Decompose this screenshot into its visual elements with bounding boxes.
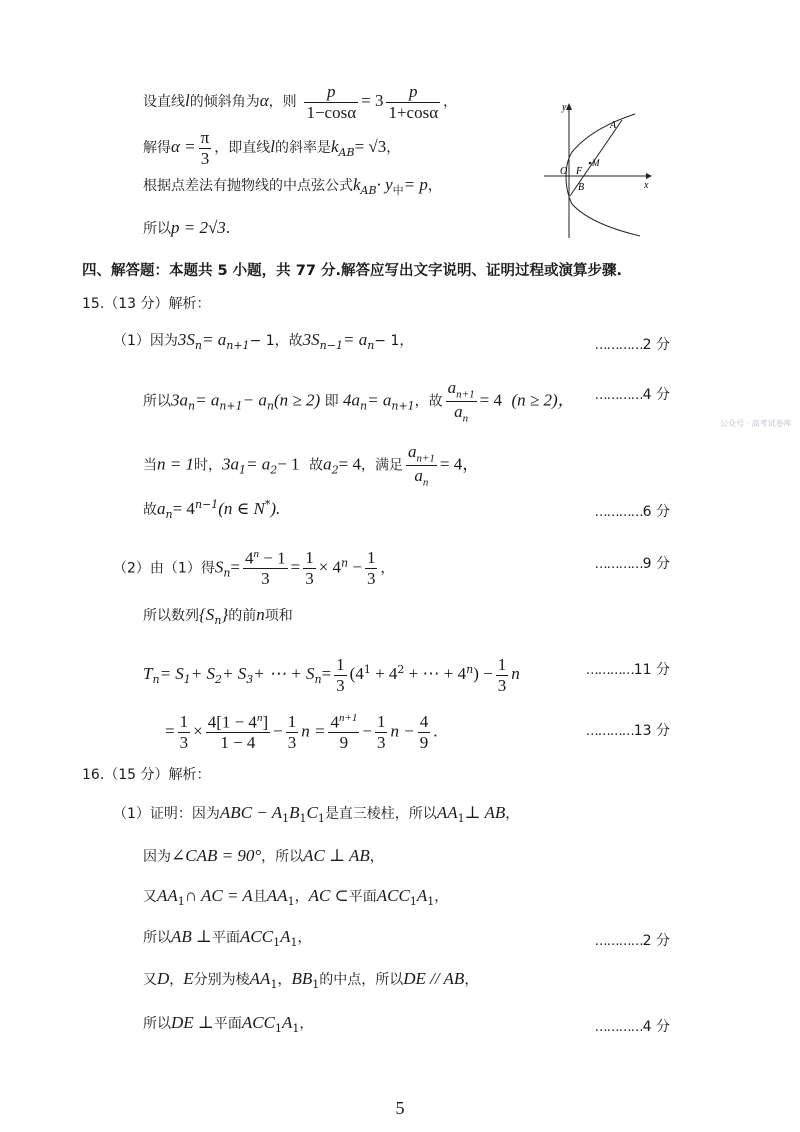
line-top-4: 所以p = 2√3. (143, 218, 231, 237)
q15-line-6: 所以数列$\{S_n\}$的前n项和 (143, 605, 293, 627)
score-marker: …………9 分 (594, 556, 670, 572)
q16-line-5: 又D，E分别为棱$AA_1$，$BB_1$的中点，所以DE // AB， (143, 969, 479, 991)
fraction: $\frac{1}{3}$ (336, 655, 345, 695)
fraction: $\frac{1}{3}$ (497, 655, 507, 695)
fraction: $\frac{1}{3}$ (179, 712, 189, 752)
line-top-2: 解得α = $\frac{\pi}{3}$ ，即直线l的斜率是$k_{AB}= √3$， (143, 128, 401, 168)
q15-line-2: 所以$3a_n= a_{n+1}- a_n(n \ge 2)$ 即 $4a_n= a_{n+1}$，故 $\frac{a_{n+1}}{a_n}$ = 4 (n ≥ 2)， (143, 378, 575, 425)
fraction: $\frac{1}{3}$ (366, 548, 376, 588)
fraction: $\frac{a_{n+1}}{a_n}$ (447, 378, 475, 425)
score-marker: …………4 分 (594, 1019, 670, 1035)
q15-line-1: （1）因为$3S_n= a_{n+1}- 1$，故$3S_{n-1}= a_n- 1$， (113, 330, 414, 352)
point-label-b: B (578, 182, 585, 193)
point-label-a: A (610, 120, 617, 131)
fraction: $\frac{4^n - 1}{3}$ (245, 548, 286, 589)
fraction: $\frac{4^{n+1}}{9}$ (330, 712, 358, 753)
q16-line-4: 所以AB ⊥平面$ACC_1A_1$， (143, 927, 312, 949)
point-label-f: F (576, 166, 583, 177)
q15-line-5: （2）由（1）得$S_n=$ $\frac{4^n - 1}{3}$ = $\frac{1}{3}$ × $4^n$ − $\frac{1}{3}$ ， (113, 548, 395, 589)
fraction: $\frac{p}{1+\cos\alpha}$ (388, 82, 439, 122)
q16-line-3: 又$AA_1\cap$ AC = A且$AA_1$，AC ⊂平面$ACC_1A_1$， (143, 886, 449, 908)
axis-label-y: y (562, 102, 567, 113)
axis-label-x: x (644, 180, 649, 191)
fraction: $\frac{p}{1-\cos\alpha}$ (306, 82, 357, 122)
score-marker: …………2 分 (594, 337, 670, 353)
section-heading: 四、解答题：本题共 5 小题，共 77 分.解答应写出文字说明、证明过程或演算步骤. (82, 263, 622, 279)
q16-line-2: 因为∠CAB = 90°，所以AC ⊥ AB， (143, 846, 384, 865)
q15-line-8: = $\frac{1}{3}$ × $\frac{4[1 - 4^n]}{1 - 4}$ − $\frac{1}{3}$ n = $\frac{4^{n+1}}{9}$ − $\frac{1}{3}$ n − $\frac{4}{9}$ . (165, 712, 438, 753)
fraction: $\frac{1}{3}$ (305, 548, 314, 588)
score-marker: …………2 分 (594, 933, 670, 949)
score-marker: …………6 分 (594, 504, 670, 520)
fraction: $\frac{1}{3}$ (376, 712, 386, 752)
fraction: $\frac{4[1 - 4^n]}{1 - 4}$ (207, 712, 269, 753)
point-label-m: M (592, 158, 600, 168)
fraction: $\frac{a_{n+1}}{a_n}$ (407, 442, 435, 489)
q15-line-3: 当n = 1时，$3a_1= a_2- 1$ 故$a_2= 4$，满足 $\frac{a_{n+1}}{a_n}$ = 4， (143, 442, 480, 489)
q16-line-6: 所以DE ⊥平面$ACC_1A_1$， (143, 1013, 314, 1035)
watermark: 公众号 · 高考试卷库 (720, 419, 792, 428)
point-label-o: O (560, 166, 568, 177)
score-marker: …………13 分 (585, 723, 670, 739)
parabola-figure (540, 100, 655, 240)
problem-16-header: 16.（15 分）解析： (82, 767, 211, 783)
line-top-1: 设直线l的倾斜角为α，则 $\frac{p}{1-\cos\alpha}$ = 3 $\frac{p}{1+\cos\alpha}$ ， (143, 82, 458, 122)
q16-line-1: （1）证明：因为ABC − $A_1B_1C_1$是直三棱柱，所以$AA_1\perp$ AB， (113, 803, 520, 825)
page-number: 5 (395, 1098, 405, 1118)
fraction: $\frac{1}{3}$ (287, 712, 297, 752)
fraction: $\frac{\pi}{3}$ (200, 128, 210, 168)
problem-15-header: 15.（13 分）解析： (82, 296, 211, 312)
q15-line-7: $T_n= S_1+ S_2+ S_3+$ ⋯ + $S_n=$ $\frac{1}{3}$ ($4^1 + 4^2$ + ⋯ + $4^n$) − $\frac{1}{3}$ n (143, 655, 520, 695)
score-marker: …………11 分 (585, 662, 670, 678)
q15-line-4: 故$a_n= 4^{n-1}(n$ ∈ N*). (143, 498, 281, 521)
fraction: $\frac{4}{9}$ (419, 712, 429, 752)
score-marker: …………4 分 (594, 387, 670, 403)
line-top-3: 根据点差法有抛物线的中点弦公式$k_{AB}\cdot y_中= p$， (143, 175, 442, 197)
